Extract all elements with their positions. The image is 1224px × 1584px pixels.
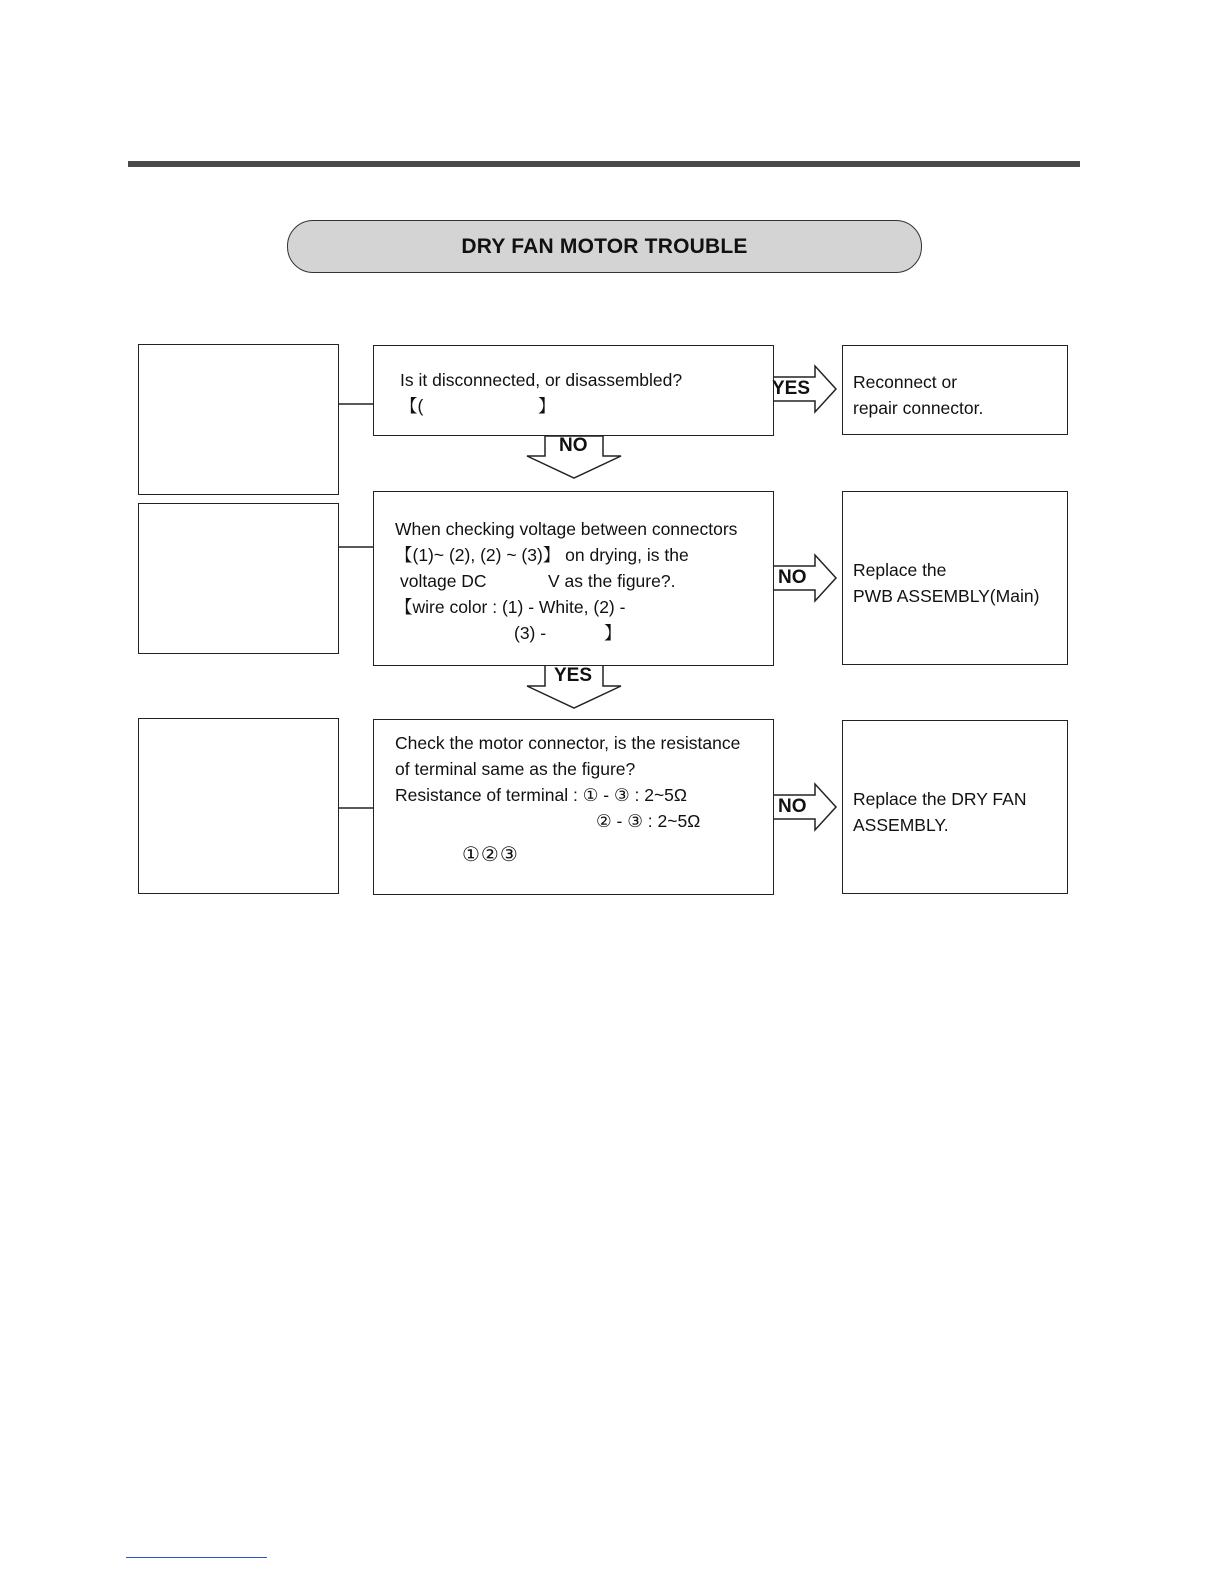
question-2-line-6: (3) - xyxy=(514,623,547,643)
connector-terminal-label: ①②③ xyxy=(462,844,519,866)
question-2-line-3: voltage DC xyxy=(400,571,487,591)
branch-label-yes-1: YES xyxy=(772,378,811,399)
question-3-line-1: Check the motor connector, is the resistance xyxy=(395,733,741,753)
question-2-line-1: When checking voltage between connectors xyxy=(395,519,738,539)
down-label-no-1: NO xyxy=(559,435,588,456)
down-label-yes-2: YES xyxy=(554,665,593,686)
question-3-line-2: of terminal same as the figure? xyxy=(395,759,636,779)
action-1-line-2: repair connector. xyxy=(853,398,984,418)
figure-frame-motor xyxy=(138,718,339,894)
action-box-2 xyxy=(842,491,1068,665)
question-3-line-4: ② - ③ : 2~5Ω xyxy=(596,811,701,831)
action-1-line-1: Reconnect or xyxy=(853,372,958,392)
question-box-3 xyxy=(373,719,774,895)
question-2-line-5: 【wire color : (1) - White, (2) - xyxy=(395,597,626,617)
branch-label-no-2: NO xyxy=(778,567,807,588)
question-2-line-7: 】 xyxy=(604,623,622,643)
question-1-line-3: 】 xyxy=(538,396,556,416)
action-3-line-1: Replace the DRY FAN xyxy=(853,789,1027,809)
question-1-line-1: Is it disconnected, or disassembled? xyxy=(400,370,683,390)
question-1-line-2: 【( xyxy=(400,396,424,416)
question-2-line-2: 【(1)~ (2), (2) ~ (3)】 on drying, is the xyxy=(395,545,689,565)
question-box-2 xyxy=(373,491,774,666)
question-2-line-4: V as the figure?. xyxy=(548,571,676,591)
action-box-1 xyxy=(842,345,1068,435)
action-2-line-2: PWB ASSEMBLY(Main) xyxy=(853,586,1040,606)
action-box-3 xyxy=(842,720,1068,894)
page-title: DRY FAN MOTOR TROUBLE xyxy=(287,220,922,273)
action-2-line-1: Replace the xyxy=(853,560,947,580)
question-box-1 xyxy=(373,345,774,436)
figure-frame-pcb-2 xyxy=(138,503,339,654)
figure-frame-pcb-1 xyxy=(138,344,339,495)
footer-link-underline xyxy=(126,1557,267,1558)
branch-label-no-3: NO xyxy=(778,796,807,817)
question-3-line-3: Resistance of terminal : ① - ③ : 2~5Ω xyxy=(395,785,687,805)
action-3-line-2: ASSEMBLY. xyxy=(853,815,949,835)
